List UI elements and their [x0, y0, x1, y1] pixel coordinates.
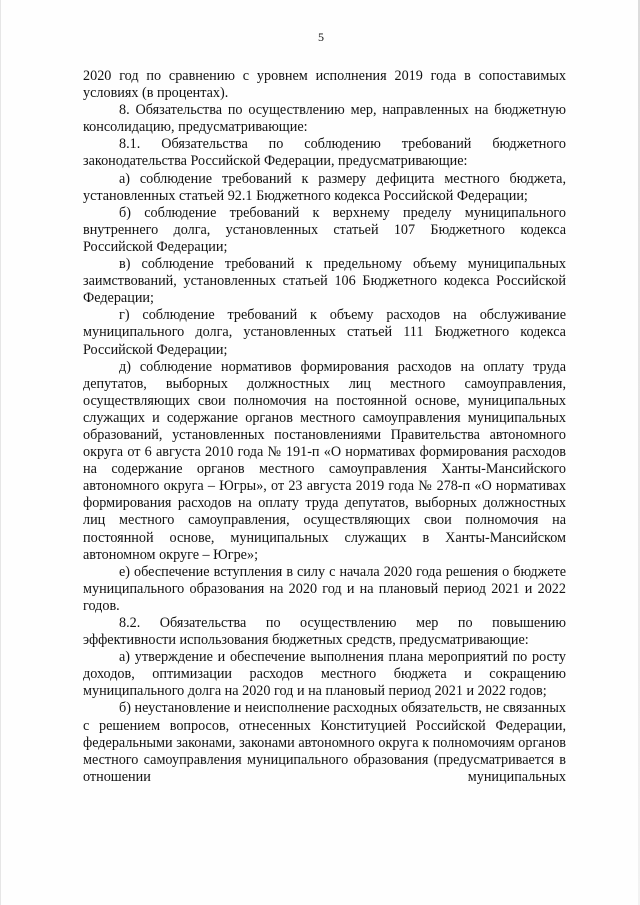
- paragraph-item-8-1-b: б) соблюдение требований к верхнему пределу муниципального внутреннего долга, установленных статьей 107 Бюджетного кодекса Российской Федерации;: [83, 204, 566, 255]
- paragraph-item-8-2-b: б) неустановление и неисполнение расходных обязательств, не связанных с решением вопросов, отнесенных Конституцией Российской Федерации, федеральными законами, законами автономного округа к полномочиям органов местного самоуправления муниципального образования (предусматривается в отношении муниципальных: [83, 700, 566, 785]
- paragraph-item-8-1-v: в) соблюдение требований к предельному объему муниципальных заимствований, установленных статьей 106 Бюджетного кодекса Российской Федерации;: [83, 256, 566, 307]
- paragraph-item-8-2: 8.2. Обязательства по осуществлению мер по повышению эффективности использования бюджетных средств, предусматривающие:: [83, 615, 566, 649]
- page-number: 5: [318, 30, 324, 44]
- paragraph-continuation: 2020 год по сравнению с уровнем исполнения 2019 года в сопоставимых условиях (в процентах).: [83, 68, 566, 102]
- paragraph-item-8-1-d: д) соблюдение нормативов формирования расходов на оплату труда депутатов, выборных должностных лиц местного самоуправления, осуществляющих свои полномочия на постоянной основе, муниципальных служащих и содержание органов местного самоуправления муниципальных образований, установленных постановлениями Правительства автономного округа от 6 августа 2010 года № 191-п «О нормативах формирования расходов на содержание органов местного самоуправления Ханты-Мансийского автономного округа – Югры», от 23 августа 2019 года № 278-п «О нормативах формирования расходов на оплату труда депутатов, выборных должностных лиц местного самоуправления, осуществляющих свои полномочия на постоянной основе, муниципальных служащих в Ханты-Мансийском автономном округе – Югре»;: [83, 358, 566, 563]
- paragraph-item-8-1-a: а) соблюдение требований к размеру дефицита местного бюджета, установленных статьей 92.1 Бюджетного кодекса Российской Федерации;: [83, 170, 566, 204]
- paragraph-item-8-1: 8.1. Обязательства по соблюдению требований бюджетного законодательства Российской Федерации, предусматривающие:: [83, 136, 566, 170]
- paragraph-item-8-2-a: а) утверждение и обеспечение выполнения плана мероприятий по росту доходов, оптимизации расходов местного бюджета и сокращению муниципального долга на 2020 год и на плановый период 2021 и 2022 годов;: [83, 649, 566, 700]
- document-body: [83, 68, 566, 786]
- paragraph-item-8-1-e: е) обеспечение вступления в силу с начала 2020 года решения о бюджете муниципального образования на 2020 год и на плановый период 2021 и 2022 годов.: [83, 563, 566, 614]
- paragraph-item-8-1-g: г) соблюдение требований к объему расходов на обслуживание муниципального долга, установленных статьей 111 Бюджетного кодекса Российской Федерации;: [83, 307, 566, 358]
- paragraph-item-8: 8. Обязательства по осуществлению мер, направленных на бюджетную консолидацию, предусматривающие:: [83, 102, 566, 136]
